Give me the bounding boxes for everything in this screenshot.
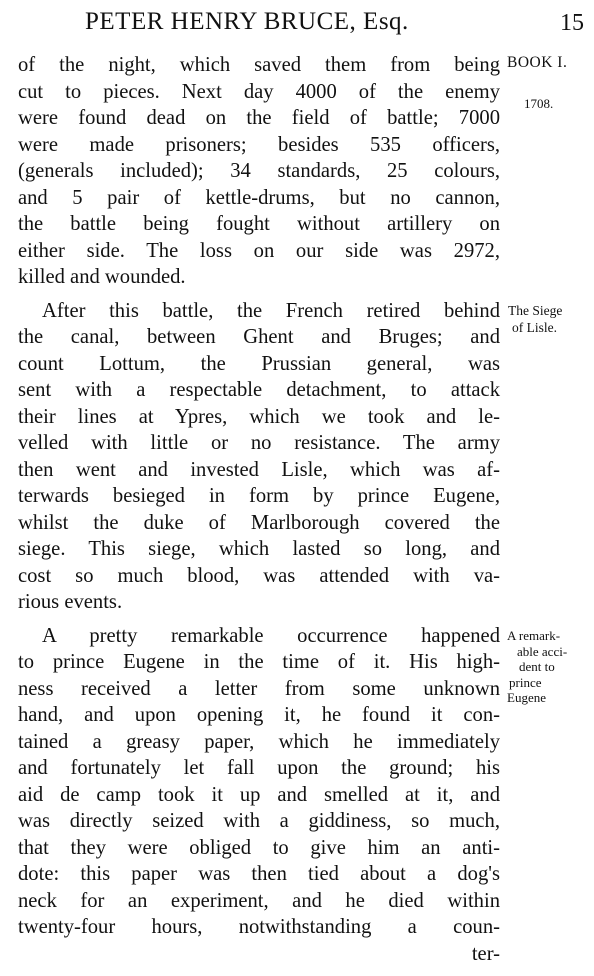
text-line: siege. This siege, which lasted so long, and (18, 538, 500, 560)
text-line: velled with little or no resistance. The army (18, 432, 500, 454)
text-line: the canal, between Ghent and Bruges; and (18, 326, 500, 348)
text-line: cost so much blood, was attended with va- (18, 564, 500, 587)
running-title: PETER HENRY BRUCE, Esq. (85, 8, 409, 35)
page-number: 15 (560, 10, 584, 36)
paragraph (18, 298, 500, 616)
text-line: count Lottum, the Prussian general, was (18, 352, 500, 375)
body-text (18, 52, 500, 967)
margin-note-siege (508, 302, 562, 336)
text-line: After this battle, the French retired behind (42, 299, 500, 322)
paragraph (18, 52, 500, 291)
text-line: were found dead on the field of battle; 7000 (18, 107, 500, 129)
text-line: aid de camp took it up and smelled at it, and (18, 783, 500, 806)
page-header (0, 8, 594, 48)
text-line: then went and invested Lisle, which was af- (18, 458, 500, 481)
text-line: A pretty remarkable occurrence happened (42, 624, 500, 647)
margin-note-line: able acci- (517, 643, 568, 659)
text-line: and 5 pair of kettle-drums, but no cannon, (18, 186, 500, 209)
text-line: terwards besieged in form by prince Eugene, (18, 485, 500, 507)
text-line: cut to pieces. Next day 4000 of the enemy (18, 80, 500, 103)
margin-note-remark (507, 628, 567, 706)
text-line: to prince Eugene in the time of it. His high- (18, 651, 500, 673)
text-line: their lines at Ypres, which we took and le- (18, 405, 500, 428)
text-line: sent with a respectable detachment, to attack (18, 379, 500, 401)
text-line: ness received a letter from some unknown (18, 677, 500, 700)
text-line: was directly seized with a giddiness, so much, (18, 810, 500, 832)
margin-note-line: of Lisle. (512, 320, 557, 335)
text-line: (generals included); 34 standards, 25 colours, (18, 160, 500, 182)
text-line: dote: this paper was then tied about a dog's (18, 863, 500, 885)
text-line: killed and wounded. (18, 266, 186, 288)
margin-note-line: A remark- (507, 628, 561, 643)
margin-note-line: prince (509, 674, 542, 690)
margin-note-book: BOOK I. (507, 54, 568, 71)
text-line: and fortunately let fall upon the ground; his (18, 757, 500, 779)
margin-note-line: Eugene (507, 690, 546, 705)
margin-note-year: 1708. (524, 96, 554, 111)
text-line: either side. The loss on our side was 2972, (18, 239, 500, 262)
text-line: tained a greasy paper, which he immediately (18, 730, 500, 753)
text-line: that they were obliged to give him an anti- (18, 836, 500, 859)
text-line: whilst the duke of Marlborough covered the (18, 511, 500, 534)
text-line: hand, and upon opening it, he found it con- (18, 704, 500, 726)
text-line: of the night, which saved them from being (18, 54, 500, 76)
paragraph (18, 623, 500, 941)
text-line: were made prisoners; besides 535 officers, (18, 133, 500, 156)
text-line: twenty-four hours, notwithstanding a coun- (18, 916, 500, 938)
text-line: the battle being fought without artillery on (18, 213, 500, 235)
text-line: rious events. (18, 591, 123, 613)
margin-note-line: dent to (519, 659, 555, 674)
catchword: ter- (471, 942, 500, 965)
text-line: neck for an experiment, and he died within (18, 889, 500, 912)
margin-note-line: The Siege (508, 303, 563, 318)
